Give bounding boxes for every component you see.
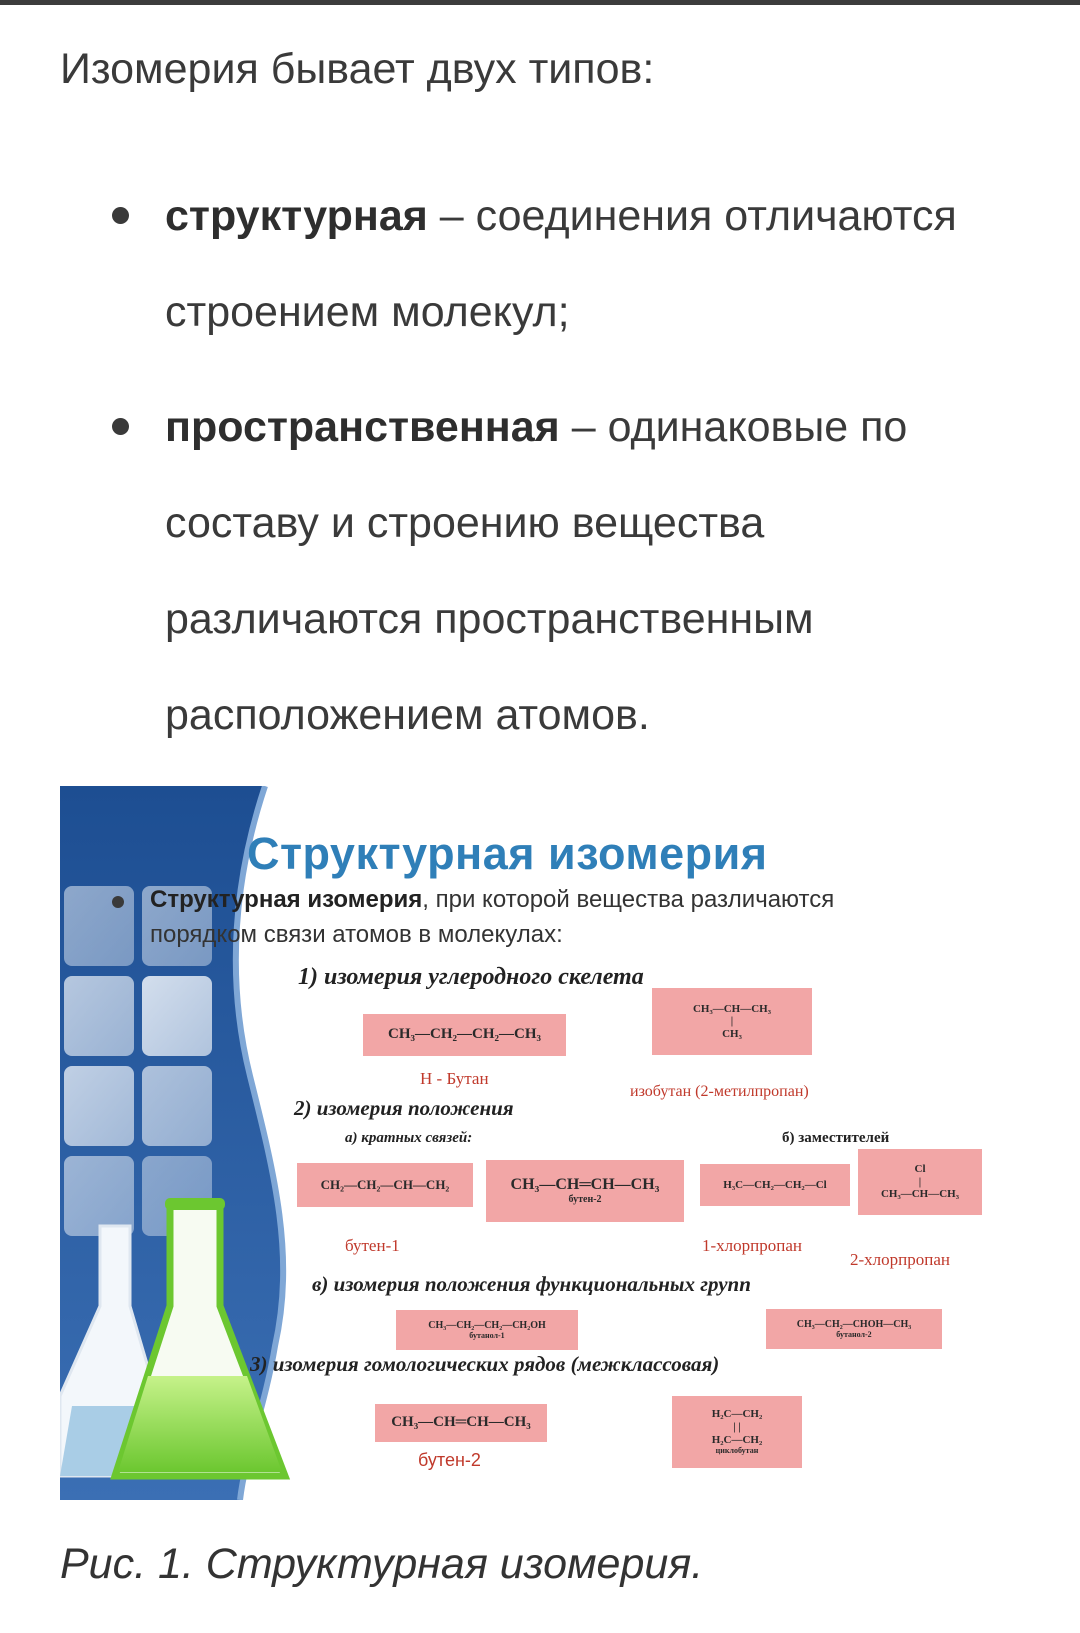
section-position: 2) изомерия положения [294,1096,514,1120]
formula-butene-2-interclass: CH₃—CH═CH—CH₃ [375,1404,547,1442]
slide-bullet-icon [112,896,124,908]
section-homologous-series: 3) изомерия гомологических рядов (межклассовая) [250,1352,720,1376]
name-butene-2-interclass: бутен-2 [418,1450,481,1470]
name-butene-1: бутен-1 [345,1236,400,1255]
name-2-chloropropane: 2-хлорпропан [850,1250,950,1269]
term-structural: структурная [165,192,428,240]
bullet-dot-icon [112,207,129,224]
term-spatial: пространственная [165,403,560,451]
definition-spatial: – одинаковые по составу и строению вещества различаются пространственным расположением атомов. [165,403,908,739]
list-item-spatial [0,379,1080,763]
formula-isobutane: CH₃—CH—CH₃ | CH₃ [652,988,812,1055]
name-1-chloropropane: 1-хлорпропан [702,1236,802,1255]
formula-cyclobutane: H₂C—CH₂ | | H₂C—CH₂ циклобутан [672,1396,802,1468]
name-isobutane: изобутан (2-метилпропан) [630,1083,809,1100]
slide-title: Структурная изомерия [247,828,768,879]
isomer-types-list [0,168,1080,763]
subsection-substituents: б) заместителей [782,1130,890,1146]
list-item-structural [0,168,1080,360]
section-carbon-skeleton: 1) изомерия углеродного скелета [298,964,644,990]
formula-2-chloropropane: Cl | CH₃—CH—CH₃ [858,1149,982,1215]
definition-structural: – соединения отличаются строением молекул; [165,192,957,336]
slide-definition: Структурная изомерия, при которой вещества различаются порядком связи атомов в молекулах: [150,886,835,948]
figure-structural-isomerism [60,786,1000,1500]
subsection-multiple-bonds: а) кратных связей: [345,1130,473,1146]
formula-butene-1: CH₂—CH₂—CH—CH₂ [297,1163,473,1207]
figure-caption: Рис. 1. Структурная изомерия. [60,1540,704,1588]
formula-butene-2: CH₃—CH═CH—CH₃ бутен-2 [486,1160,684,1222]
formula-butanol-1: CH₃—CH₂—CH₂—CH₂OH бутанол-1 [396,1310,578,1350]
name-n-butane: Н - Бутан [420,1069,489,1088]
formula-1-chloropropane: H₃C—CH₂—CH₂—Cl [700,1164,850,1206]
formula-butanol-2: CH₃—CH₂—CHOH—CH₃ бутанол-2 [766,1309,942,1349]
formula-n-butane: CH₃—CH₂—CH₂—CH₃ [363,1014,566,1056]
bullet-dot-icon [112,418,129,435]
top-bar [0,0,1080,5]
intro-text: Изомерия бывает двух типов: [60,45,655,93]
section-functional-groups: в) изомерия положения функциональных групп [312,1272,751,1296]
